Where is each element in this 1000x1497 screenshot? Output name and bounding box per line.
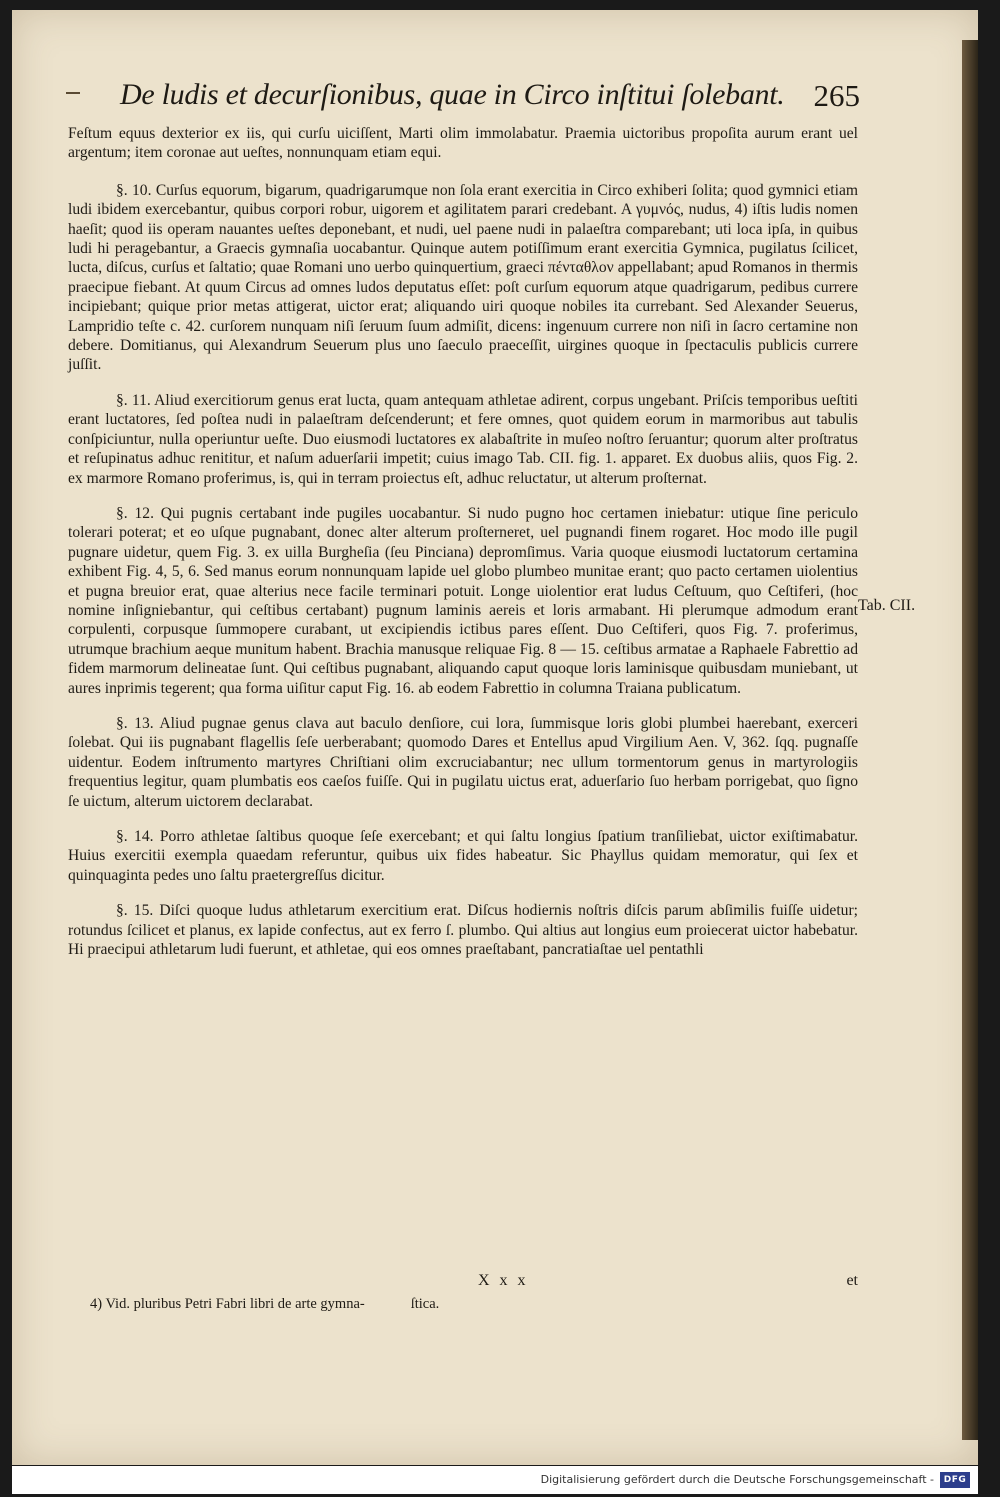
signature-mark: X x x: [478, 1272, 529, 1289]
dfg-logo[interactable]: DFG: [940, 1472, 970, 1488]
paragraph-section-14: §. 14. Porro athletae ſaltibus quoque ſeſe exercebant; et qui ſaltu longius ſpatium tranſiliebat, uictor exiſtimabatur. Huius exercitii exempla quaedam referuntur, quibus uix fides habeatur. Sic Phayllus quidam memoratur, qui ſex et quinquaginta pedes uno ſaltu praetergreſſus dicitur.: [68, 828, 858, 884]
running-head: [120, 78, 860, 122]
catchline: [68, 1272, 858, 1292]
paragraph-section-15: §. 15. Diſci quoque ludus athletarum exercitium erat. Diſcus hodiernis noſtris diſcis parum abſimilis fuiſſe uidetur; rotundus ſcilicet et planus, ex lapide confectus, aut ex ferro ſ. plumbo. Qui altius aut longius eum proiecerat uictor habebatur. Hi praecipui athletarum ludi fuerunt, et athletae, qui eos omnes praeſtabant, pancratiaſtae uel pentathli: [68, 902, 858, 959]
paragraph-section-10: §. 10. Curſus equorum, bigarum, quadrigarumque non ſola erant exercitia in Circo exhiberi ſolita; quod gymnici etiam ludi ibidem exercebantur, quibus corpori robur, uigorem et agilitatem parari credebant. A γυμνός, nudus, 4) iſtis ludis nomen haeſit; quod iis operam nauantes ueſtes deponebant, et nudi, uel paene nudi in palaeſtra comparebant; uti loca ipſa, in quibus ludi hi peragebantur, a Graecis gymnaſia uocabantur. Quinque autem potiſſimum erant exercitia Gymnica, pugilatus ſcilicet, lucta, diſcus, curſus et ſaltatio; quae Romani uno uerbo quinquertium, graeci πένταθλον appellabant; apud Romanos in thermis praecipue fiebant. At quum Circus ad omnes ludos deputatus eſſet: poſt curſum equorum atque quadrigarum, pedibus currere incipiebant; quique prior metas attigerat, uictor erat; aliquando uiri quoque nobiles ita currebant. Sed Alexander Seuerus, Lampridio teſte c. 42. curſorem nunquam niſi ſeruum ſuum admiſit, dicens: ingenuum currere non niſi in ſacro certamine non debere. Domitianus, qui Alexandrum Seuerum plus uno ſaeculo praeceſſit, uirgines quoque in ſpectaculis publicis currere juſſit.: [68, 181, 858, 374]
digitization-footer: [12, 1466, 978, 1494]
page-number: 265: [813, 78, 860, 113]
footnote-continuation: ſtica.: [410, 1296, 440, 1312]
margin-note: Tab. CII.: [858, 597, 916, 614]
paragraph-section-11: §. 11. Aliud exercitiorum genus erat lucta, quam antequam athletae adirent, corpus ungebant. Priſcis temporibus ueſtiti erant luctatores, ſed poſtea nudi in palaeſtram deſcenderunt; et fere omnes, quot quidem eorum in marmoribus aut tabulis conſpiciuntur, nulla operiuntur ueſte. Duo eiusmodi luctatores ex alabaſtrite in muſeo noſtro ſeruantur; quorum alter proſtratus et reſupinatus adhuc renititur, et naſum aduerſarii impetit; cuius imago Tab. CII. fig. 1. apparet. Ex duobus aliis, quos Fig. 2. ex marmore Romano proferimus, is, qui in terram proiectus eſt, adhuc reluctatur, ut alterum proſternat.: [68, 391, 858, 487]
paragraph-continuation: Feſtum equus dexterior ex iis, qui curſu uiciſſent, Marti olim immolabatur. Praemia uictoribus propoſita aurum erant uel argentum; item coronae aut ueſtes, nonnunquam etiam equi.: [68, 125, 858, 162]
running-title: De ludis et decurſionibus, quae in Circo inſtitui ſolebant.: [120, 78, 785, 111]
paragraph-section-12: §. 12. Qui pugnis certabant inde pugiles uocabantur. Si nudo pugno hoc certamen iniebatur: utique ſine periculo tolerari poterat; et eo uſque pugnabant, donec alter alterum proſterneret, uel pugnandi finem rogaret. Hoc modo ille pugil pugnare uidetur, quem Fig. 3. ex uilla Burgheſia (ſeu Pinciana) depromſimus. Varia quoque eiusmodi luctatorum certamina exhibent Fig. 4, 5, 6. Sed manus eorum nonnunquam lapide uel globo plumbeo munitae erant; quo pacto certamen uiolentius et pugna breuior erat, quae alterius nece facile terminari potuit. Longe uiolentior erat ludus Ceſtuum, quo Ceſtiferi, (hoc nomine inſigniebantur, qui ceſtibus certabant) pugnum laminis aereis et loris armabant. Hi plerumque admodum erant corpulenti, corpusque ſummopere curabant, ut excipiendis ictibus pares eſſent. Duo Ceſtiferi, quos Fig. 7. proferimus, utrumque brachium aeque munitum habent. Brachia manusque reliquae Fig. 8 — 15. ceſtibus armatae a Raphaele Fabrettio ad fidem marmorum delineatae ſunt. Qui ceſtibus pugnabant, aliquando caput quoque loris laminisque quibusdam muniebant, ut aures inprimis tegerent; qua forma uiſitur caput Fig. 16. ab eodem Fabrettio in columna Traiana publicatum.: [68, 504, 858, 697]
page-edge: [962, 40, 978, 1440]
footnote: [90, 1296, 439, 1313]
body-text: [68, 124, 858, 975]
catchword: et: [846, 1272, 858, 1289]
footnote-text: 4) Vid. pluribus Petri Fabri libri de arte gymna-: [90, 1296, 365, 1312]
paragraph-section-13: §. 13. Aliud pugnae genus clava aut baculo denſiore, cui lora, ſummisque loris globi plumbei haerebant, exerceri ſolebat. Qui iis pugnabant flagellis ſeſe uerberabant; quomodo Dares et Entellus apud Virgilium Aen. V, 362. ſqq. pugnaſſe uidentur. Eodem inſtrumento martyres Chriſtiani olim excruciabantur; nec ullum tormentorum genus in martyrologiis frequentius legitur, quam plumbatis eos caeſos fuiſſe. Qui in pugilatu uictus erat, aduerſario ſuo herbam porrigebat, quo ſigno ſe uictum, alterum uictorem declarabat.: [68, 714, 858, 810]
margin-tick-mark: [66, 92, 80, 94]
funding-credit: Digitalisierung gefördert durch die Deutsche Forschungsgemeinschaft -: [540, 1473, 934, 1486]
